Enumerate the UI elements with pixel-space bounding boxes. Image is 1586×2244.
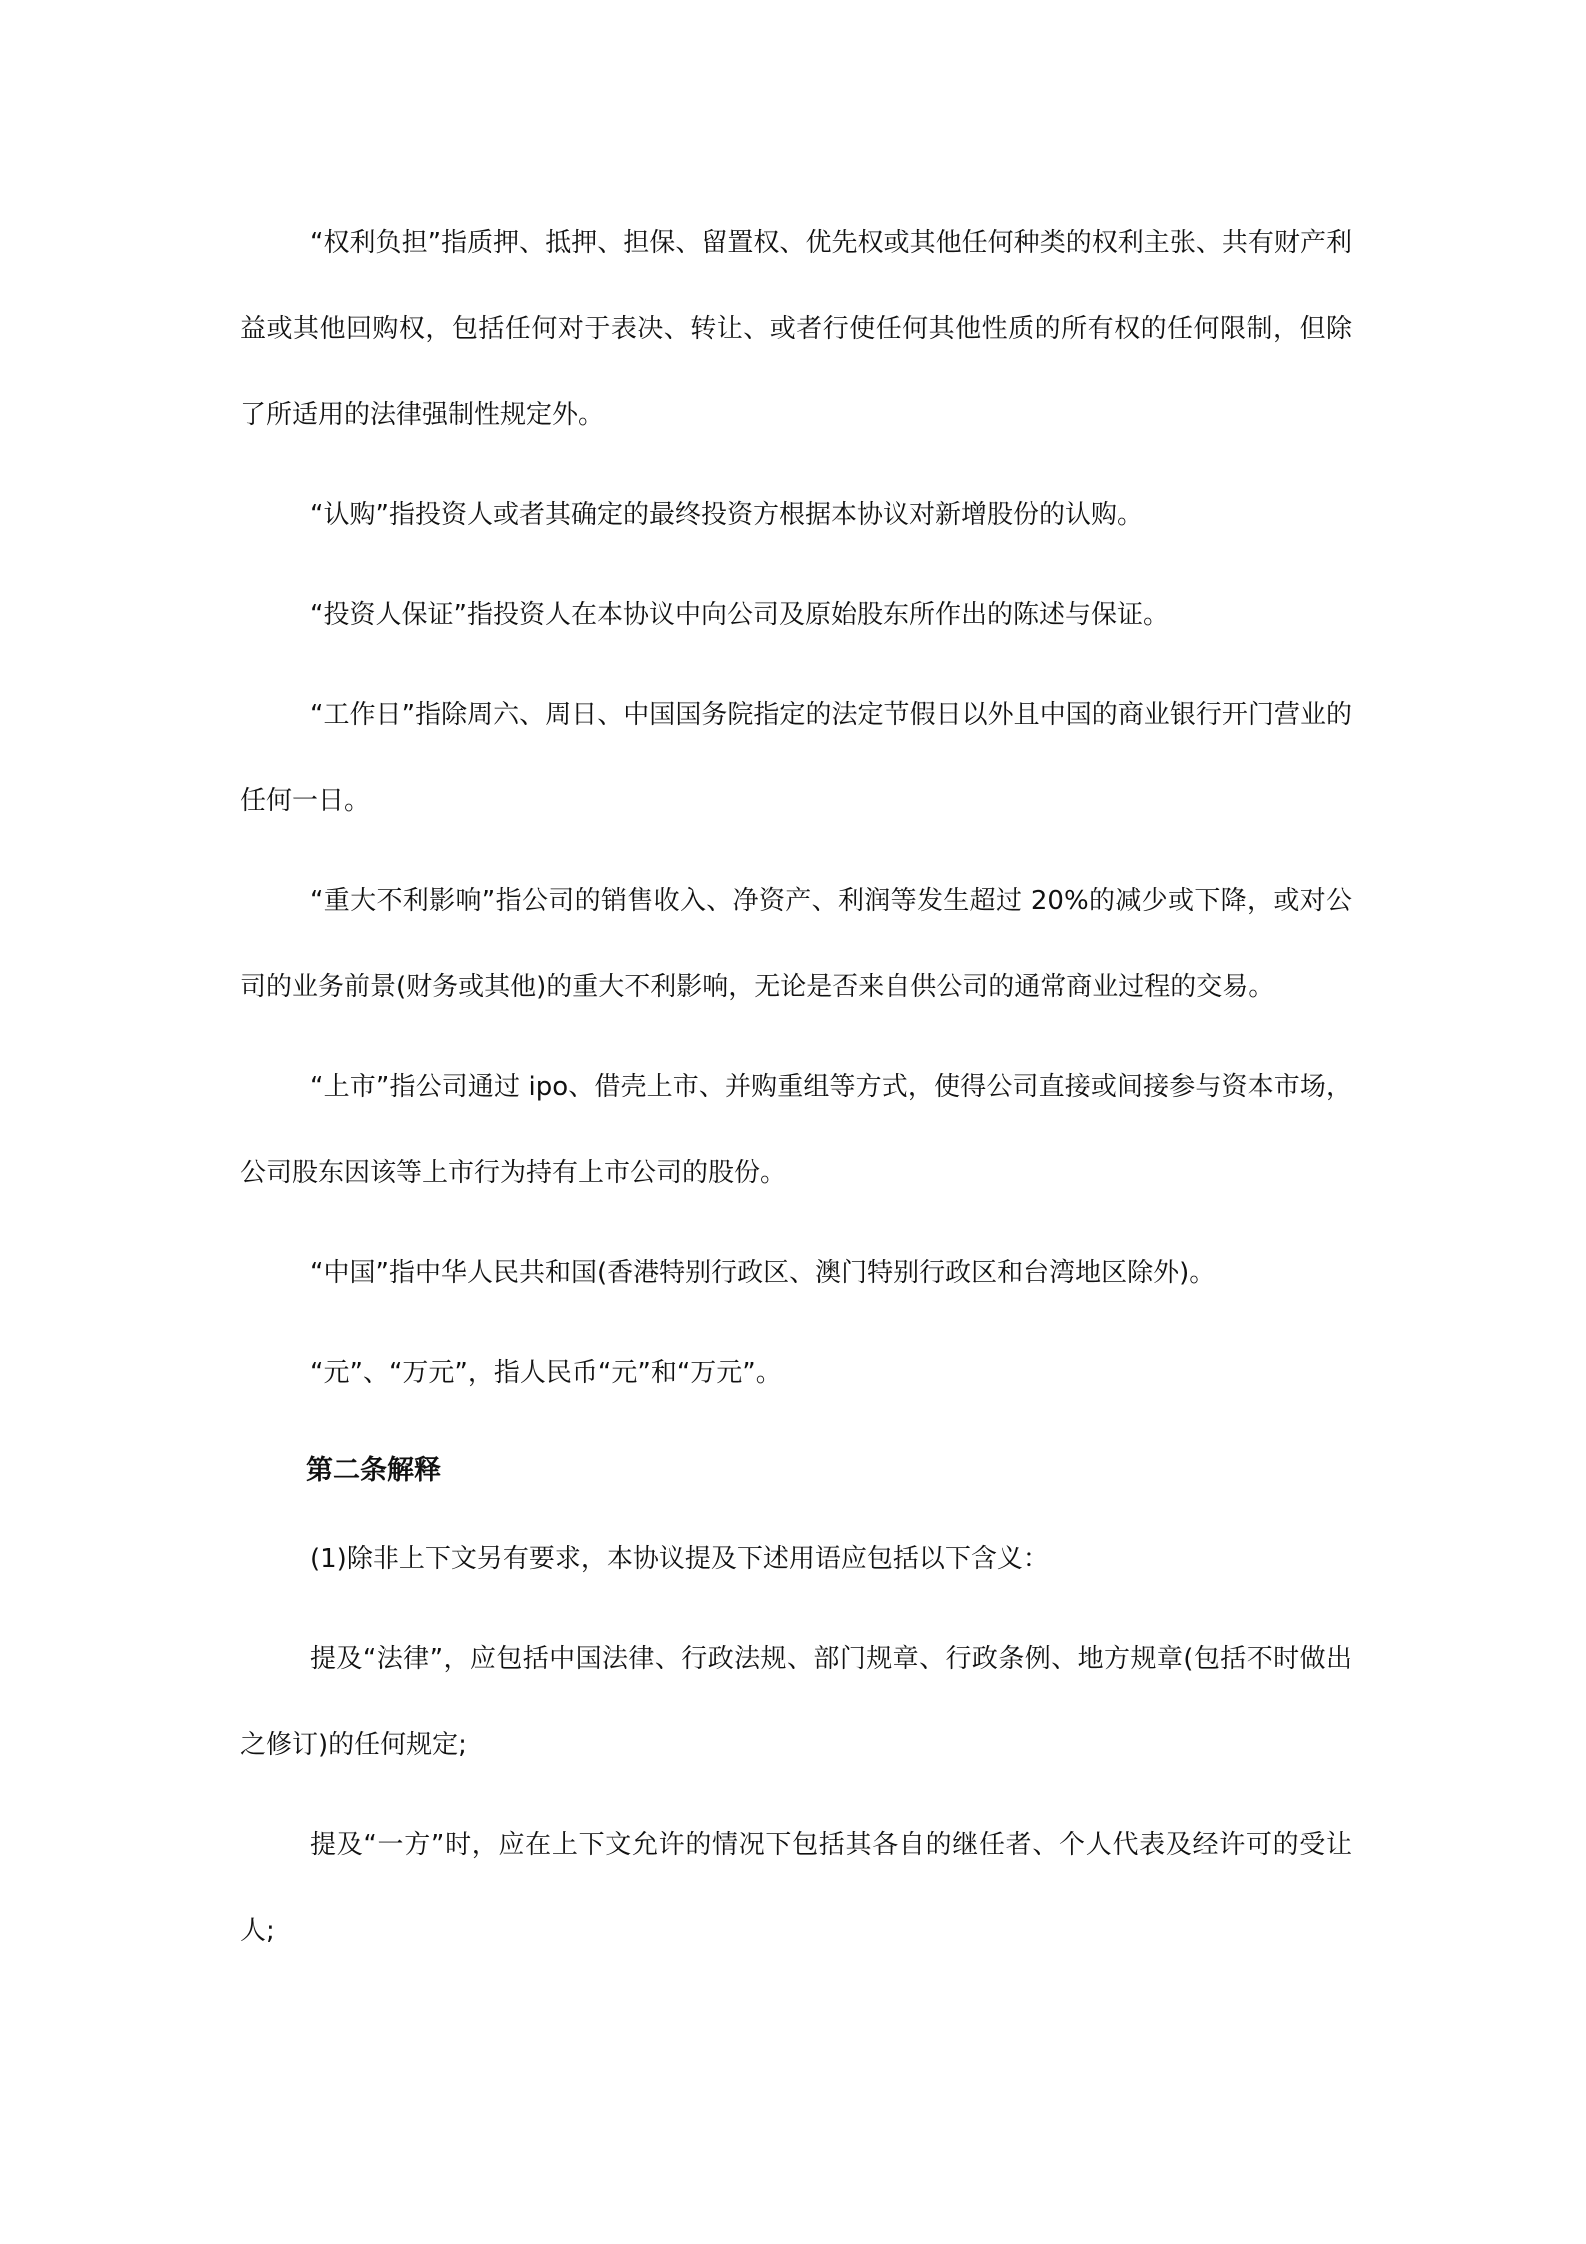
section-heading: 第二条解释: [306, 1455, 441, 1486]
interpretation-intro: (1)除非上下文另有要求，本协议提及下述用语应包括以下含义：: [310, 1544, 1049, 1574]
definition-listing: “上市”指公司通过 ipo、借壳上市、并购重组等方式，使得公司直接或间接参与资本市场，公司股东因该等上市行为持有上市公司的股份。: [240, 1072, 1352, 1188]
definition-business-day: “工作日”指除周六、周日、中国国务院指定的法定节假日以外且中国的商业银行开门营业的任何一日。: [240, 700, 1352, 816]
definition-yuan: “元”、“万元”，指人民币“元”和“万元”。: [310, 1358, 782, 1388]
document-page: [240, 200, 1352, 1974]
definition-investor-warranty: “投资人保证”指投资人在本协议中向公司及原始股东所作出的陈述与保证。: [310, 600, 1169, 630]
definition-material-adverse-effect: “重大不利影响”指公司的销售收入、净资产、利润等发生超过 20%的减少或下降，或对公司的业务前景(财务或其他)的重大不利影响，无论是否来自供公司的通常商业过程的交易。: [240, 886, 1352, 1002]
interpretation-party: 提及“一方”时，应在上下文允许的情况下包括其各自的继任者、个人代表及经许可的受让人;: [240, 1830, 1352, 1946]
definition-subscription: “认购”指投资人或者其确定的最终投资方根据本协议对新增股份的认购。: [310, 500, 1143, 530]
definition-china: “中国”指中华人民共和国(香港特别行政区、澳门特别行政区和台湾地区除外)。: [310, 1258, 1216, 1288]
interpretation-law: 提及“法律”，应包括中国法律、行政法规、部门规章、行政条例、地方规章(包括不时做出之修订)的任何规定;: [240, 1644, 1352, 1760]
definition-encumbrance: “权利负担”指质押、抵押、担保、留置权、优先权或其他任何种类的权利主张、共有财产利益或其他回购权，包括任何对于表决、转让、或者行使任何其他性质的所有权的任何限制，但除了所适用的法律强制性规定外。: [240, 228, 1352, 430]
